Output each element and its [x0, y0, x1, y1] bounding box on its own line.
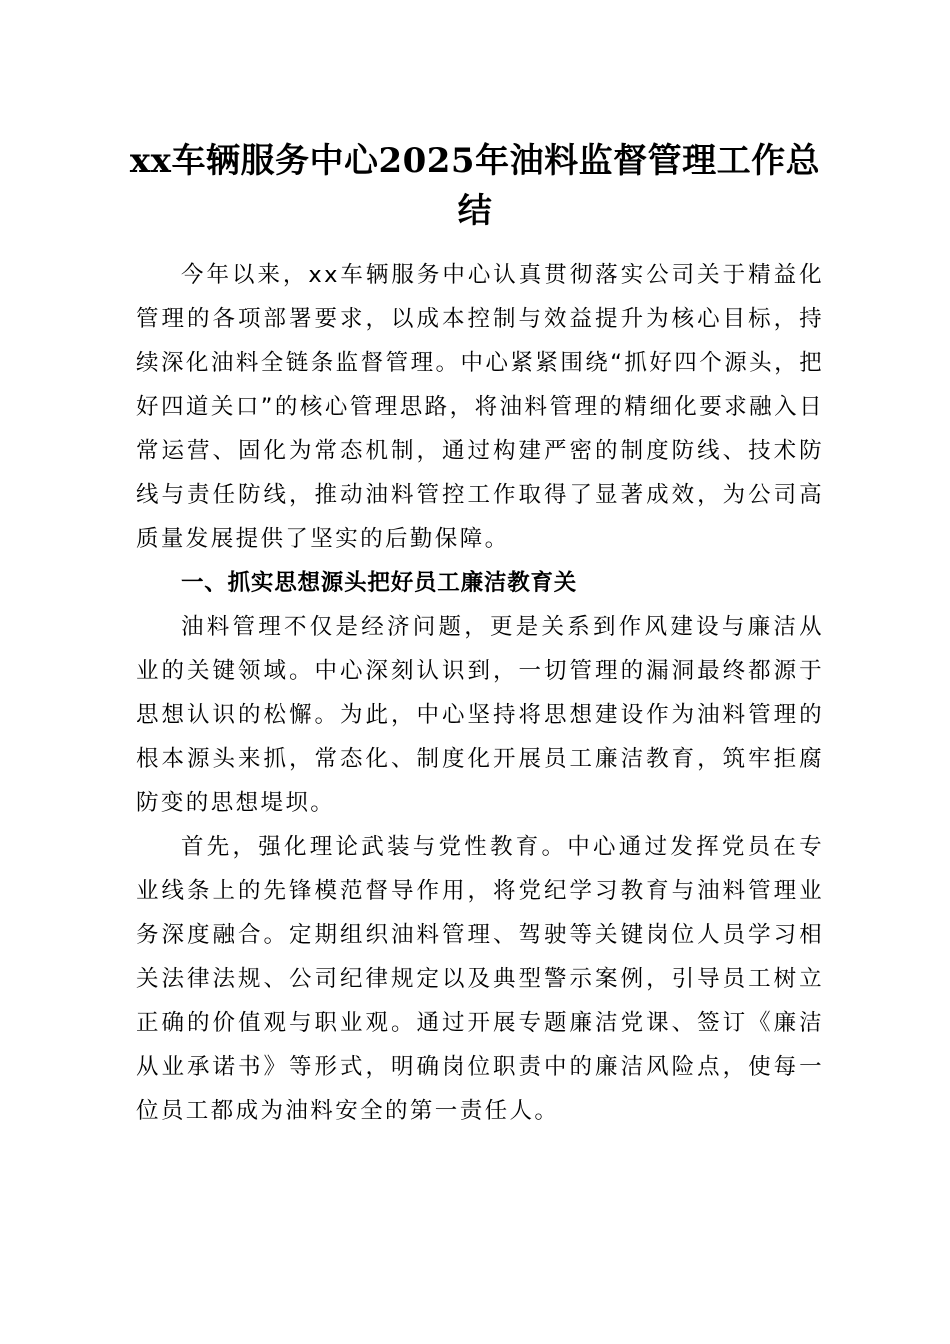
- document-title: xx车辆服务中心2025年油料监督管理工作总结: [129, 141, 821, 231]
- document-body: [136, 253, 824, 1133]
- intro-paragraph: 今年以来，xx车辆服务中心认真贯彻落实公司关于精益化管理的各项部署要求，以成本控制与效益提升为核心目标，持续深化油料全链条监督管理。中心紧紧围绕“抓好四个源头，把好四道关口”的核心管理思路，将油料管理的精细化要求融入日常运营、固化为常态机制，通过构建严密的制度防线、技术防线与责任防线，推动油料管控工作取得了显著成效，为公司高质量发展提供了坚实的后勤保障。: [136, 262, 824, 552]
- section-heading: 一、抓实思想源头把好员工廉洁教育关: [181, 570, 578, 596]
- section-paragraph-2: 首先，强化理论武装与党性教育。中心通过发挥党员在专业线条上的先锋模范督导作用，将党纪学习教育与油料管理业务深度融合。定期组织油料管理、驾驶等关键岗位人员学习相关法律法规、公司纪律规定以及典型警示案例，引导员工树立正确的价值观与职业观。通过开展专题廉洁党课、签订《廉洁从业承诺书》等形式，明确岗位职责中的廉洁风险点，使每一位员工都成为油料安全的第一责任人。: [136, 834, 824, 1124]
- section-paragraph-1: 油料管理不仅是经济问题，更是关系到作风建设与廉洁从业的关键领域。中心深刻认识到，一切管理的漏洞最终都源于思想认识的松懈。为此，中心坚持将思想建设作为油料管理的根本源头来抓，常态化、制度化开展员工廉洁教育，筑牢拒腐防变的思想堤坝。: [136, 614, 824, 816]
